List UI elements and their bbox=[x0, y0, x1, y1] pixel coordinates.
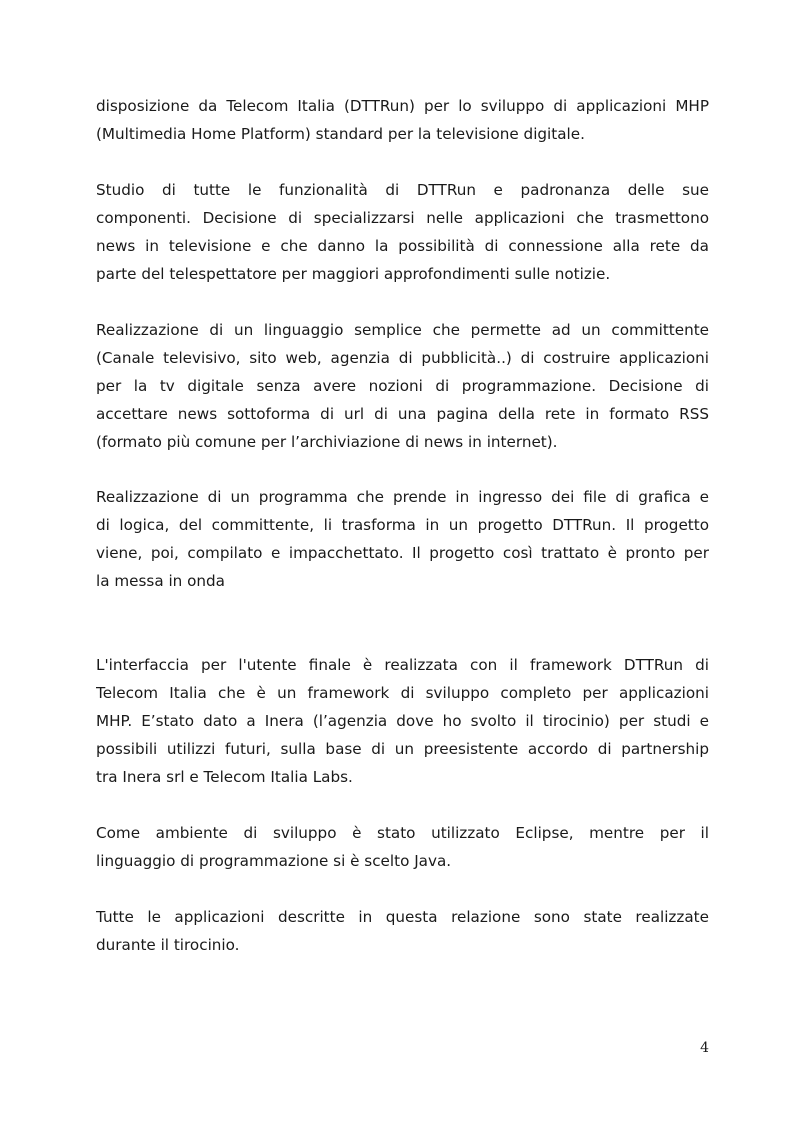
text-line: (formato più comune per l’archiviazione di news in internet). bbox=[96, 433, 558, 451]
text-line: Tutte le applicazioni descritte in questa relazione sono state realizzate bbox=[96, 908, 709, 926]
text-line: (Canale televisivo, sito web, agenzia di pubblicità..) di costruire applicazioni bbox=[96, 349, 709, 367]
text-line: Come ambiente di sviluppo è stato utilizzato Eclipse, mentre per il bbox=[96, 824, 709, 842]
paragraph-dttrun-intro bbox=[96, 92, 709, 148]
text-line: Realizzazione di un programma che prende in ingresso dei file di grafica e bbox=[96, 488, 709, 506]
text-line: accettare news sottoforma di url di una pagina della rete in formato RSS bbox=[96, 405, 709, 423]
text-line: parte del telespettatore per maggiori approfondimenti sulle notizie. bbox=[96, 265, 611, 283]
page-number: 4 bbox=[700, 1040, 709, 1056]
text-line: la messa in onda bbox=[96, 572, 225, 590]
paragraph-dttrun-study bbox=[96, 176, 709, 288]
text-line: disposizione da Telecom Italia (DTTRun) per lo sviluppo di applicazioni MHP bbox=[96, 97, 709, 115]
text-line: linguaggio di programmazione si è scelto Java. bbox=[96, 852, 452, 870]
paragraph-environment bbox=[96, 819, 709, 875]
paragraph-program bbox=[96, 483, 709, 595]
paragraph-applications bbox=[96, 903, 709, 959]
text-line: (Multimedia Home Platform) standard per la televisione digitale. bbox=[96, 125, 585, 143]
paragraph-interface bbox=[96, 651, 709, 791]
text-line: Studio di tutte le funzionalità di DTTRun e padronanza delle sue bbox=[96, 181, 709, 199]
text-line: Telecom Italia che è un framework di sviluppo completo per applicazioni bbox=[96, 684, 709, 702]
text-line: L'interfaccia per l'utente finale è realizzata con il framework DTTRun di bbox=[96, 656, 709, 674]
text-line: componenti. Decisione di specializzarsi nelle applicazioni che trasmettono bbox=[96, 209, 709, 227]
text-line: MHP. E’stato dato a Inera (l’agenzia dove ho svolto il tirocinio) per studi e bbox=[96, 712, 709, 730]
text-line: news in televisione e che danno la possibilità di connessione alla rete da bbox=[96, 237, 709, 255]
text-line: di logica, del committente, li trasforma in un progetto DTTRun. Il progetto bbox=[96, 516, 709, 534]
text-line: tra Inera srl e Telecom Italia Labs. bbox=[96, 768, 353, 786]
text-line: per la tv digitale senza avere nozioni di programmazione. Decisione di bbox=[96, 377, 709, 395]
text-line: viene, poi, compilato e impacchettato. Il progetto così trattato è pronto per bbox=[96, 544, 709, 562]
text-line: possibili utilizzi futuri, sulla base di un preesistente accordo di partnership bbox=[96, 740, 709, 758]
text-line: Realizzazione di un linguaggio semplice che permette ad un committente bbox=[96, 321, 709, 339]
paragraph-language bbox=[96, 316, 709, 456]
text-line: durante il tirocinio. bbox=[96, 936, 240, 954]
